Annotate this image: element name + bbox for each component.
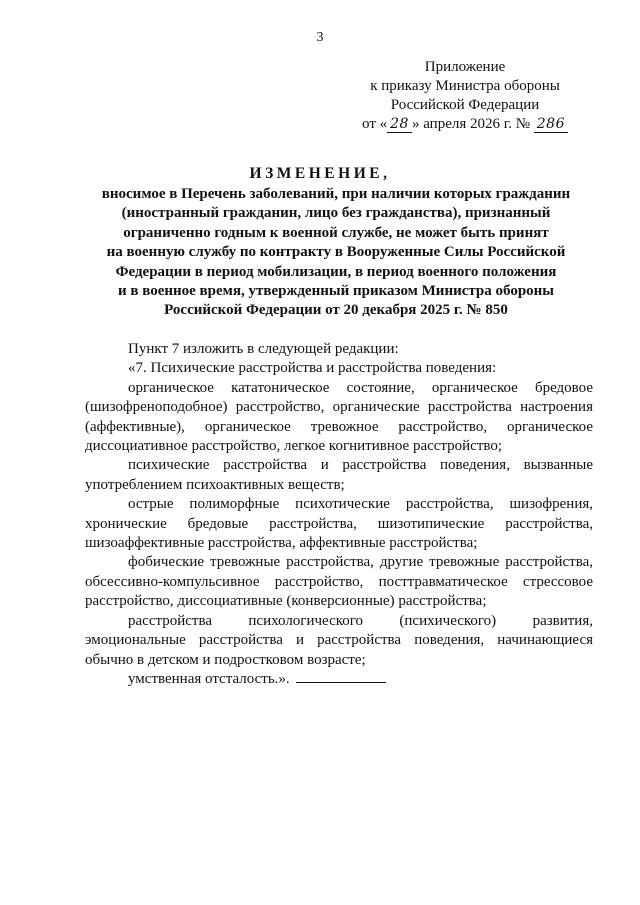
document-title: ИЗМЕНЕНИЕ, — [249, 165, 391, 182]
document-body — [85, 340, 593, 689]
body-paragraph: органическое кататоническое состояние, органическое бредовое (шизофреноподобное) расстройство, органические расстройства настроения (аффективные), органическое тревожное расстройство, органическое диссоциативное расстройство, легкое когнитивное расстройство; — [85, 379, 593, 455]
body-paragraph: расстройства психологического (психического) развития, эмоциональные расстройства и расстройства поведения, начинающиеся обычно в детском и подростковом возрасте; — [85, 612, 593, 668]
body-paragraph: фобические тревожные расстройства, другие тревожные расстройства, обсессивно-компульсивное расстройство, посттравматическое стрессовое расстройство, диссоциативные (конверсионные) расстройства; — [85, 554, 593, 610]
appendix-date-line — [362, 115, 568, 134]
subtitle-line: вносимое в Перечень заболеваний, при наличии которых гражданин — [101, 186, 571, 202]
date-prefix: от « — [362, 116, 388, 132]
subtitle-line: Федерации в период мобилизации, в период военного положения — [115, 263, 557, 280]
appendix-label: Приложение — [424, 59, 506, 75]
appendix-federation: Российской Федерации — [390, 97, 540, 113]
closing-separator-line — [296, 682, 386, 683]
date-suffix: » апреля 2026 г. № — [411, 116, 531, 132]
subtitle-line: ограниченно годным к военной службе, не может быть принят — [123, 224, 549, 241]
body-paragraph: острые полиморфные психотические расстройства, шизофрения, хронические бредовые расстройства, шизотипические расстройства, шизоаффективные расстройства, аффективные расстройства; — [85, 496, 593, 552]
appendix-order-ref: к приказу Министра обороны — [370, 78, 560, 94]
subtitle-line: Российской Федерации от 20 декабря 2025 г. № 850 — [164, 302, 508, 319]
handwritten-day: 28 — [387, 117, 412, 133]
body-paragraph: психические расстройства и расстройства поведения, вызванные употреблением психоактивных веществ; — [85, 457, 593, 493]
body-paragraph: умственная отсталость.». — [128, 670, 290, 687]
subtitle-line: и в военное время, утвержденный приказом Министра обороны — [117, 283, 555, 300]
handwritten-order-number: 286 — [534, 117, 568, 133]
document-subtitle — [80, 185, 592, 321]
body-paragraph: «7. Психические расстройства и расстройства поведения: — [128, 360, 497, 377]
page-number: 3 — [316, 30, 324, 45]
subtitle-line: на военную службу по контракту в Вооруженные Силы Российской — [106, 244, 566, 261]
body-paragraph: Пункт 7 изложить в следующей редакции: — [128, 341, 399, 357]
appendix-header — [362, 58, 568, 134]
subtitle-line: (иностранный гражданин, лицо без гражданства), признанный — [121, 205, 551, 222]
